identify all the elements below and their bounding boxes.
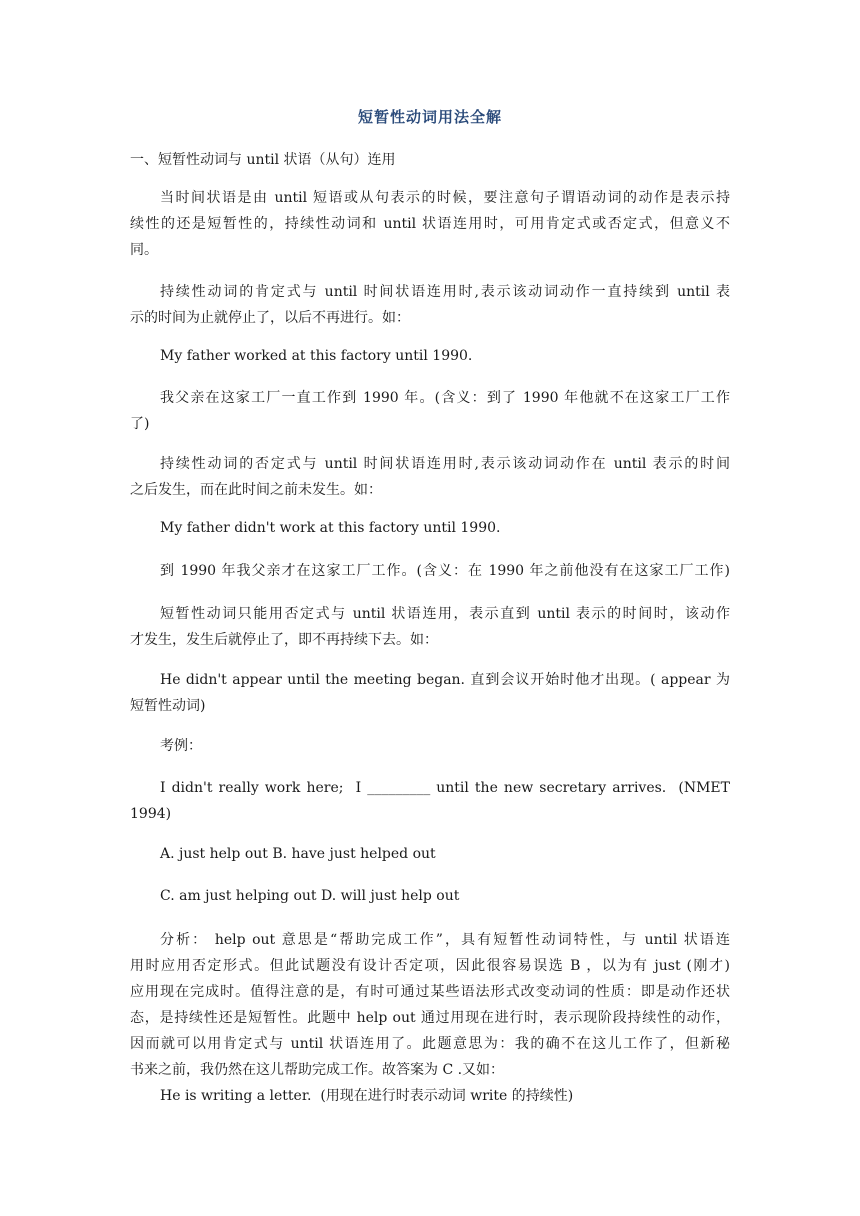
example-4: He is writing a letter. (用现在进行时表示动词 write 的持续性)	[160, 1088, 574, 1104]
options-c-d: C. am just helping out D. will just help out	[160, 888, 460, 904]
analysis-line-5: 因而就可以用肯定式与 until 状语连用了。此题意思为：我的确不在这儿工作了，但新秘	[130, 1036, 730, 1052]
example-1-translation-line-1: 我父亲在这家工厂一直工作到 1990 年。(含义：到了 1990 年他就不在这家工厂工作	[160, 390, 730, 406]
paragraph-4-line-1: 短暂性动词只能用否定式与 until 状语连用，表示直到 until 表示的时间时，该动作	[160, 606, 730, 622]
analysis-line-6: 书来之前，我仍然在这儿帮助完成工作。故答案为 C .又如：	[130, 1062, 505, 1078]
example-2: My father didn't work at this factory until 1990.	[160, 520, 501, 536]
analysis-line-1: 分析： help out 意思是“帮助完成工作”，具有短暂性动词特性，与 until 状语连	[160, 932, 730, 948]
paragraph-1-line-1: 当时间状语是由 until 短语或从句表示的时候，要注意句子谓语动词的动作是表示持	[160, 190, 730, 206]
paragraph-1-line-2: 续性的还是短暂性的，持续性动词和 until 状语连用时，可用肯定式或否定式，但意义不	[130, 216, 730, 232]
paragraph-4-line-2: 才发生，发生后就停止了，即不再持续下去。如：	[130, 632, 438, 648]
paragraph-2-line-2: 示的时间为止就停止了，以后不再进行。如：	[130, 310, 410, 326]
section-heading: 一、短暂性动词与 until 状语（从句）连用	[130, 152, 396, 168]
analysis-line-4: 态，是持续性还是短暂性。此题中 help out 通过用现在进行时，表示现阶段持续性的动作，	[130, 1010, 730, 1026]
example-1: My father worked at this factory until 1990.	[160, 348, 473, 364]
options-a-b: A. just help out B. have just helped out	[160, 846, 436, 862]
kaoli-label: 考例：	[160, 738, 202, 754]
paragraph-3-line-2: 之后发生，而在此时间之前未发生。如：	[130, 482, 382, 498]
paragraph-1-line-3: 同。	[130, 242, 158, 258]
analysis-line-2: 用时应用否定形式。但此试题没有设计否定项，因此很容易误选 B ，以为有 just (刚才)	[130, 958, 730, 974]
example-2-translation: 到 1990 年我父亲才在这家工厂工作。(含义：在 1990 年之前他没有在这家工厂工作)	[160, 563, 730, 579]
paragraph-3-line-1: 持续性动词的否定式与 until 时间状语连用时,表示该动词动作在 until 表示的时间	[160, 456, 730, 472]
question-line-1: I didn't really work here; I _________ until the new secretary arrives. (NMET	[160, 780, 730, 796]
analysis-line-3: 应用现在完成时。值得注意的是，有时可通过某些语法形式改变动词的性质：即是动作还状	[130, 984, 730, 1000]
page-title: 短暂性动词用法全解	[357, 108, 502, 126]
paragraph-2-line-1: 持续性动词的肯定式与 until 时间状语连用时,表示该动词动作一直持续到 until 表	[160, 284, 730, 300]
question-line-2: 1994)	[130, 806, 172, 822]
example-3-line-1: He didn't appear until the meeting began. 直到会议开始时他才出现。( appear 为	[160, 672, 730, 688]
example-1-translation-line-2: 了)	[130, 416, 150, 432]
example-3-line-2: 短暂性动词)	[130, 698, 206, 714]
